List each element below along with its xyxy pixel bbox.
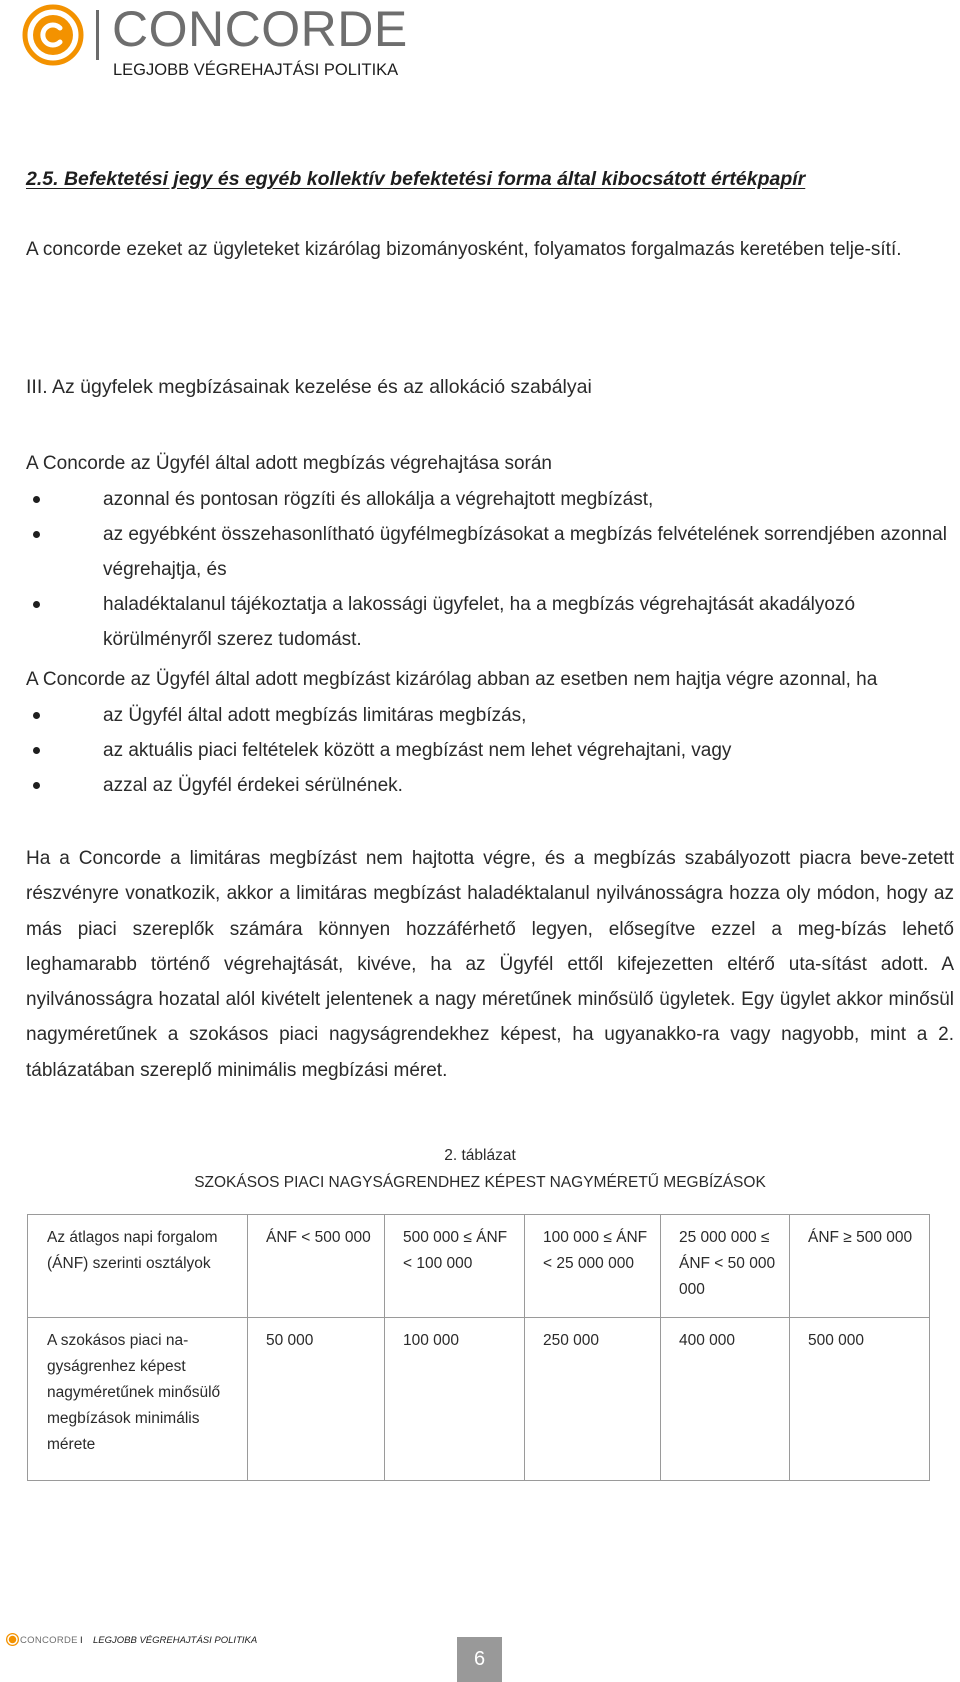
table-title: SZOKÁSOS PIACI NAGYSÁGRENDHEZ KÉPEST NAGYMÉRETŰ MEGBÍZÁSOK — [194, 1174, 766, 1191]
logo-tagline: LEGJOBB VÉGREHAJTÁSI POLITIKA — [113, 61, 399, 79]
size-threshold-table — [27, 1214, 930, 1481]
table-cell: ÁNF ≥ 500 000 — [790, 1215, 930, 1318]
list-item: azonnal és pontosan rögzíti és allokálja a végrehajtott megbízást, — [26, 482, 960, 517]
footer-logo-mark-icon — [6, 1633, 19, 1646]
list-item: az aktuális piaci feltételek között a megbízást nem lehet végrehajtani, vagy — [26, 733, 960, 768]
table-cell: 100 000 — [385, 1318, 525, 1481]
page-number: 6 — [457, 1637, 502, 1682]
bullet-list-2 — [26, 698, 960, 803]
footer-logo-name: CONCORDE — [20, 1635, 78, 1646]
table-row — [28, 1215, 930, 1318]
footer-separator: I — [80, 1635, 83, 1646]
table-number: 2. táblázat — [444, 1147, 516, 1164]
list-item: haladéktalanul tájékoztatja a lakossági ügyfelet, ha a megbízás végrehajtását akadályozó körülményről szerez tudomást. — [26, 587, 960, 657]
logo-divider — [96, 10, 99, 60]
list-item: azzal az Ügyfél érdekei sérülnének. — [26, 768, 960, 803]
chapter-heading: III. Az ügyfelek megbízásainak kezelése és az allokáció szabályai — [26, 376, 592, 398]
concorde-logo-mark-icon — [22, 4, 84, 66]
bullet-icon — [33, 496, 40, 503]
table-cell: 25 000 000 ≤ ÁNF < 50 000 000 — [661, 1215, 790, 1318]
list-item: az egyébként összehasonlítható ügyfélmegbízásokat a megbízás felvételének sorrendjében azonnal végrehajtja, és — [26, 517, 960, 587]
table-cell: 500 000 — [790, 1318, 930, 1481]
bullet-icon — [33, 712, 40, 719]
bullet-icon — [33, 782, 40, 789]
logo-name: CONCORDE — [112, 1, 408, 57]
table-cell: 250 000 — [525, 1318, 661, 1481]
table-cell: 400 000 — [661, 1318, 790, 1481]
paragraph-2: A Concorde az Ügyfél által adott megbízás végrehajtása során — [26, 453, 552, 474]
bullet-list-1 — [26, 482, 960, 657]
table-cell: 100 000 ≤ ÁNF < 25 000 000 — [525, 1215, 661, 1318]
bullet-icon — [33, 601, 40, 608]
table-cell: 500 000 ≤ ÁNF < 100 000 — [385, 1215, 525, 1318]
paragraph-4: Ha a Concorde a limitáras megbízást nem hajtotta végre, és a megbízás szabályozott piacra beve-zetett részvényre vonatkozik, akkor a limitáras megbízást haladéktalanul nyilvánosságra hozza oly módon, hogy az más piaci szereplők számára könnyen hozzáférhető legyen, elősegítve ezzel a meg-bízás lehető leghamarabb történő végrehajtását, kivéve, ha az Ügyfél ettől kifejezetten eltérő uta-sítást adott. A nyilvánosságra hozatal alól kivételt jelentenek a nagy méretűnek minősülő ügyletek. Egy ügylet akkor minősül nagyméretűnek a szokásos piaci nagyságrendekhez képest, ha ugyanakko-ra vagy nagyobb, mint a 2. táblázatában szereplő minimális megbízási méret. — [26, 848, 954, 1081]
table-cell: Az átlagos napi forgalom (ÁNF) szerinti osztályok — [28, 1215, 248, 1318]
table-cell: A szokásos piaci na-gyságrenhez képest nagyméretűnek minősülő megbízások minimális mérete — [28, 1318, 248, 1481]
section-heading: 2.5. Befektetési jegy és egyéb kollektív befektetési forma által kibocsátott értékpapír — [26, 168, 806, 190]
list-item: az Ügyfél által adott megbízás limitáras megbízás, — [26, 698, 960, 733]
footer-tagline: LEGJOBB VÉGREHAJTÁSI POLITIKA — [93, 1635, 258, 1646]
bullet-icon — [33, 747, 40, 754]
paragraph-1: A concorde ezeket az ügyleteket kizárólag bizományosként, folyamatos forgalmazás keretében telje-sítí. — [26, 239, 902, 260]
bullet-icon — [33, 531, 40, 538]
table-cell: ÁNF < 500 000 — [248, 1215, 385, 1318]
paragraph-3: A Concorde az Ügyfél által adott megbízást kizárólag abban az esetben nem hajtja végre azonnal, ha — [26, 669, 878, 690]
table-row — [28, 1318, 930, 1481]
table-cell: 50 000 — [248, 1318, 385, 1481]
